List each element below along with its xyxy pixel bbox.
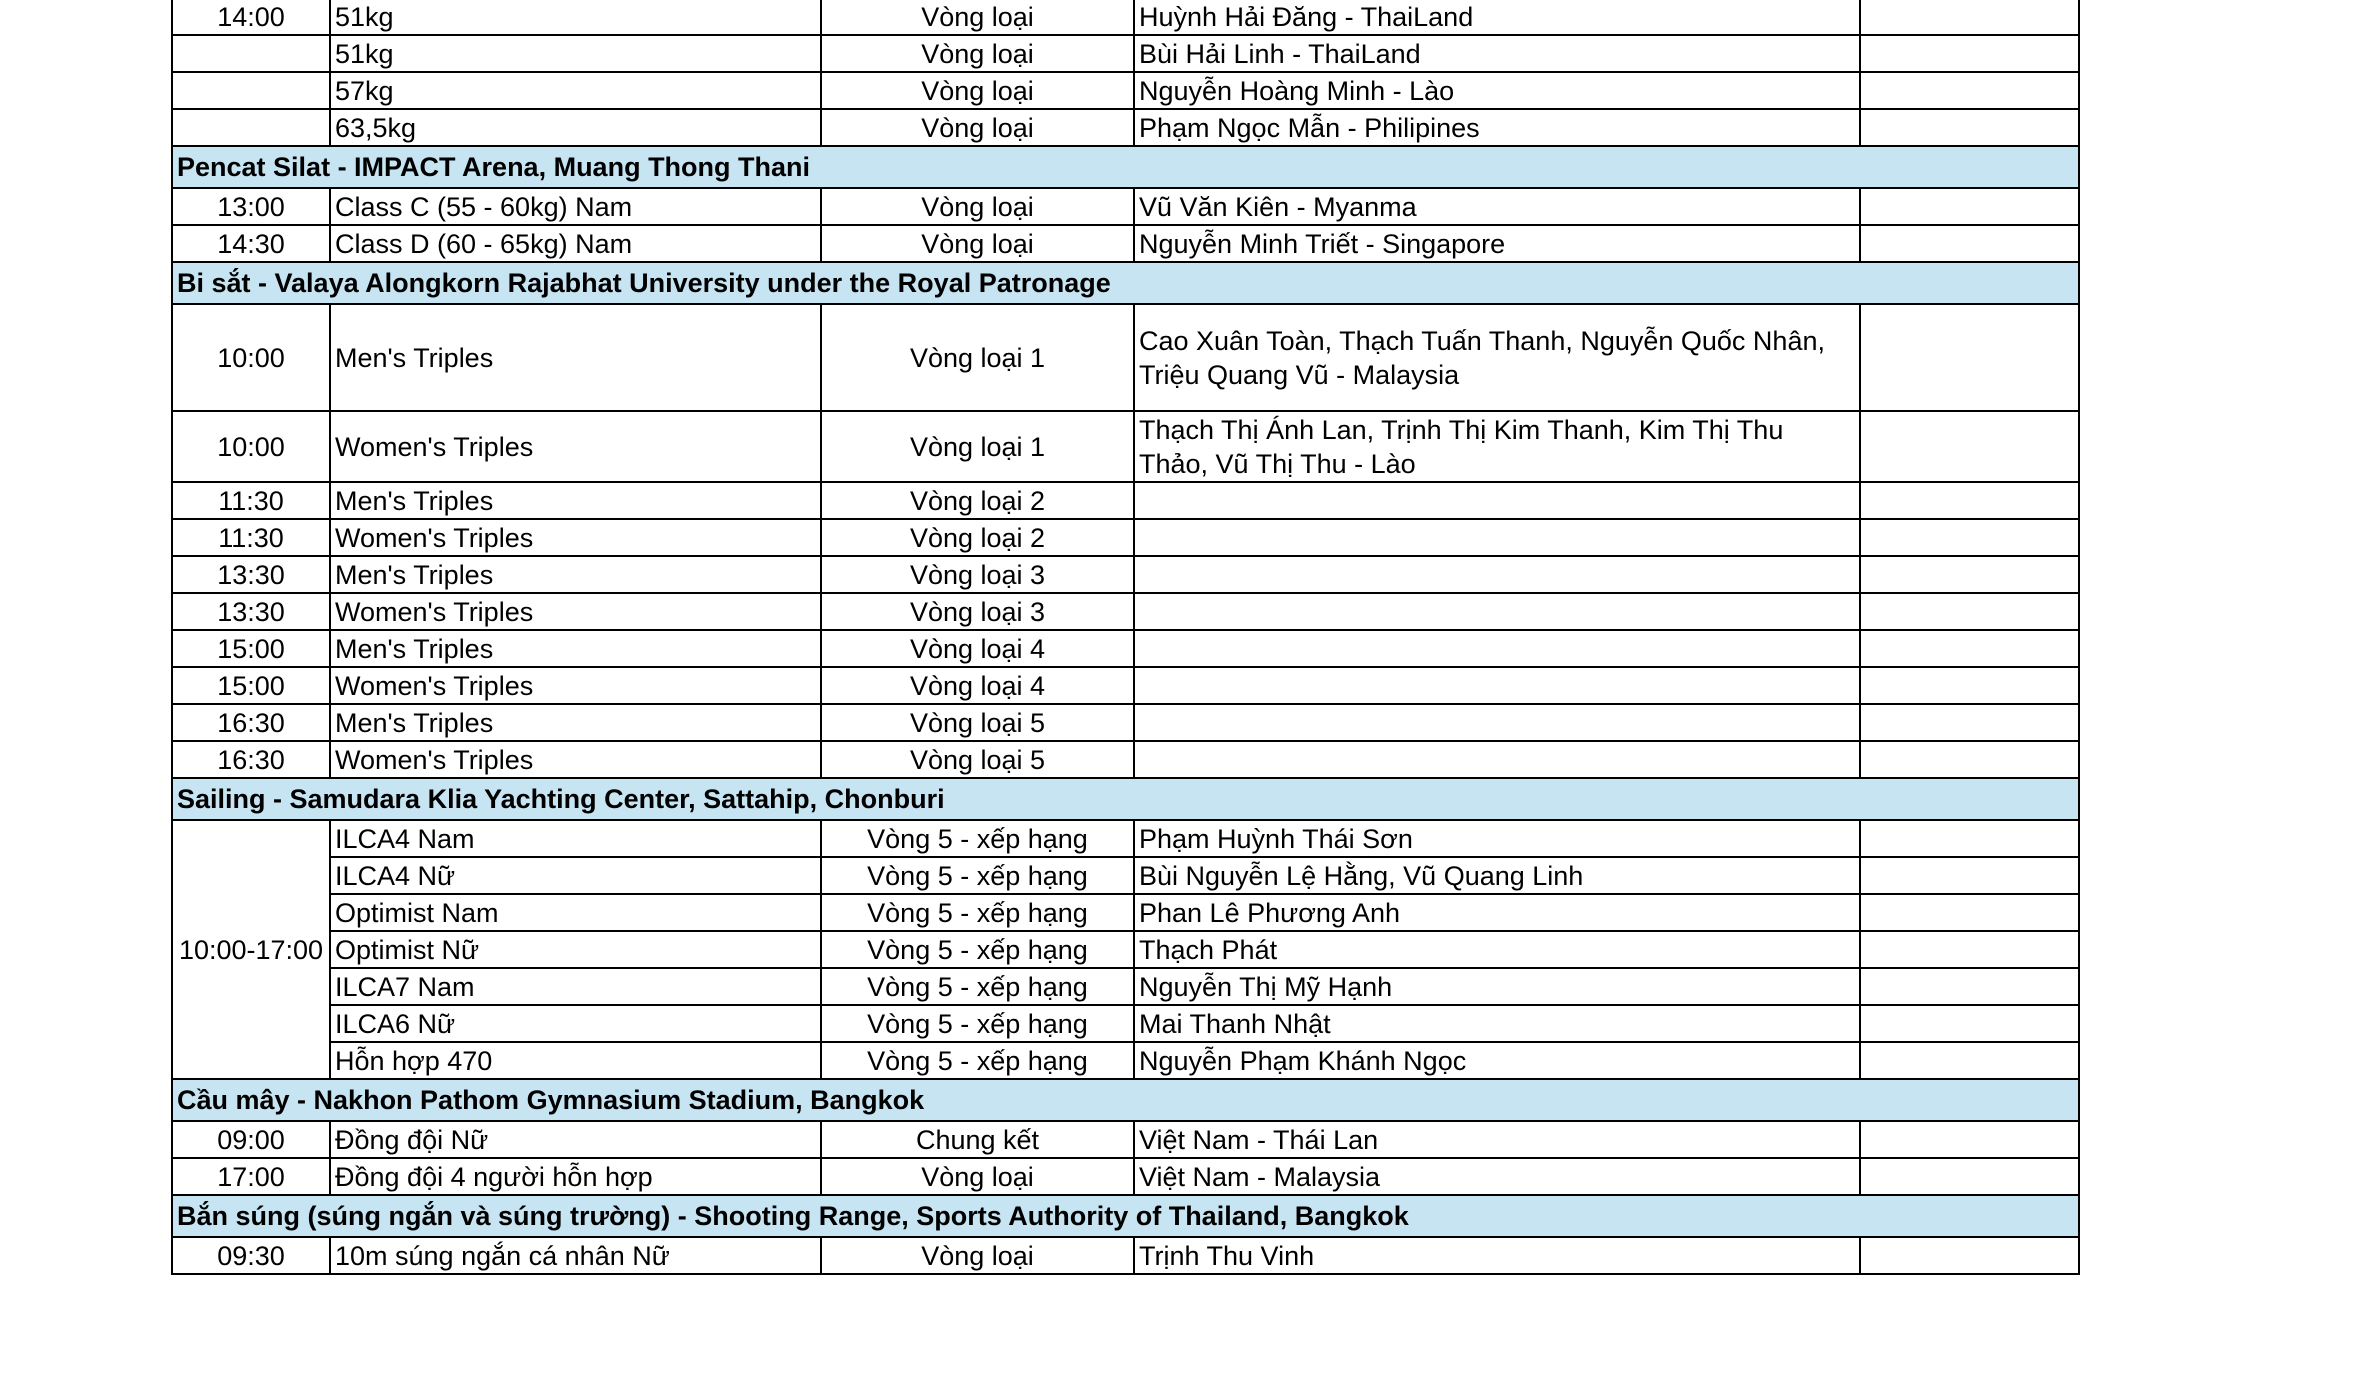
athletes-cell[interactable] <box>1134 556 1860 593</box>
time-cell[interactable] <box>172 72 330 109</box>
time-cell[interactable] <box>172 109 330 146</box>
round-cell[interactable]: Vòng loại 5 <box>821 704 1134 741</box>
empty-cell[interactable] <box>1860 820 2079 857</box>
table-row <box>172 35 2079 72</box>
section-title[interactable]: Bắn súng (súng ngắn và súng trường) - Shooting Range, Sports Authority of Thailand, Bangkok <box>172 1195 2079 1237</box>
empty-cell[interactable] <box>1860 482 2079 519</box>
round-cell[interactable]: Vòng loại <box>821 188 1134 225</box>
table-row <box>172 1237 2079 1274</box>
round-cell[interactable]: Vòng loại <box>821 109 1134 146</box>
empty-cell[interactable] <box>1860 667 2079 704</box>
empty-cell[interactable] <box>1860 72 2079 109</box>
round-cell[interactable]: Vòng loại <box>821 1158 1134 1195</box>
event-cell[interactable]: Optimist Nam <box>330 894 821 931</box>
event-cell[interactable]: Women's Triples <box>330 593 821 630</box>
section-title[interactable]: Bi sắt - Valaya Alongkorn Rajabhat University under the Royal Patronage <box>172 262 2079 304</box>
event-cell[interactable]: Women's Triples <box>330 667 821 704</box>
table-row <box>172 1121 2079 1158</box>
time-cell[interactable]: 14:30 <box>172 225 330 262</box>
table-row <box>172 519 2079 556</box>
table-row <box>172 968 2079 1005</box>
event-cell[interactable]: Hỗn hợp 470 <box>330 1042 821 1079</box>
table-row <box>172 225 2079 262</box>
athletes-cell[interactable] <box>1134 593 1860 630</box>
event-cell[interactable]: ILCA6 Nữ <box>330 1005 821 1042</box>
athletes-cell[interactable]: Trịnh Thu Vinh <box>1134 1237 1860 1274</box>
empty-cell[interactable] <box>1860 35 2079 72</box>
athletes-cell[interactable] <box>1134 482 1860 519</box>
event-cell[interactable]: Women's Triples <box>330 519 821 556</box>
empty-cell[interactable] <box>1860 556 2079 593</box>
round-cell[interactable]: Vòng 5 - xếp hạng <box>821 894 1134 931</box>
round-cell[interactable]: Vòng loại <box>821 35 1134 72</box>
table-row <box>172 109 2079 146</box>
table-row <box>172 304 2079 411</box>
empty-cell[interactable] <box>1860 109 2079 146</box>
athletes-cell[interactable]: Nguyễn Phạm Khánh Ngọc <box>1134 1042 1860 1079</box>
event-cell[interactable]: 57kg <box>330 72 821 109</box>
event-cell[interactable]: Men's Triples <box>330 556 821 593</box>
time-cell[interactable]: 14:00 <box>172 0 330 35</box>
time-cell[interactable]: 13:30 <box>172 556 330 593</box>
round-cell[interactable]: Vòng 5 - xếp hạng <box>821 931 1134 968</box>
time-cell[interactable]: 09:00 <box>172 1121 330 1158</box>
athletes-cell[interactable] <box>1134 630 1860 667</box>
athletes-cell[interactable]: Vũ Văn Kiên - Myanma <box>1134 188 1860 225</box>
time-cell[interactable] <box>172 35 330 72</box>
round-cell[interactable]: Vòng loại 5 <box>821 741 1134 778</box>
round-cell[interactable]: Vòng loại <box>821 225 1134 262</box>
table-row <box>172 411 2079 482</box>
section-title[interactable]: Pencat Silat - IMPACT Arena, Muang Thong Thani <box>172 146 2079 188</box>
table-row <box>172 741 2079 778</box>
empty-cell[interactable] <box>1860 968 2079 1005</box>
time-cell[interactable]: 15:00 <box>172 667 330 704</box>
athletes-cell[interactable]: Mai Thanh Nhật <box>1134 1005 1860 1042</box>
section-header <box>172 1195 2079 1237</box>
table-row <box>172 72 2079 109</box>
empty-cell[interactable] <box>1860 931 2079 968</box>
athletes-cell[interactable] <box>1134 741 1860 778</box>
event-cell[interactable]: Optimist Nữ <box>330 931 821 968</box>
empty-cell[interactable] <box>1860 1005 2079 1042</box>
event-cell[interactable]: 63,5kg <box>330 109 821 146</box>
empty-cell[interactable] <box>1860 1158 2079 1195</box>
section-title[interactable]: Sailing - Samudara Klia Yachting Center, Sattahip, Chonburi <box>172 778 2079 820</box>
empty-cell[interactable] <box>1860 411 2079 482</box>
time-cell[interactable]: 09:30 <box>172 1237 330 1274</box>
empty-cell[interactable] <box>1860 741 2079 778</box>
athletes-cell[interactable] <box>1134 704 1860 741</box>
section-header <box>172 146 2079 188</box>
time-cell[interactable]: 16:30 <box>172 704 330 741</box>
round-cell[interactable]: Vòng loại <box>821 1237 1134 1274</box>
time-cell[interactable]: 16:30 <box>172 741 330 778</box>
athletes-cell[interactable]: Huỳnh Hải Đăng - ThaiLand <box>1134 0 1860 35</box>
round-cell[interactable]: Vòng 5 - xếp hạng <box>821 1005 1134 1042</box>
empty-cell[interactable] <box>1860 894 2079 931</box>
round-cell[interactable]: Vòng loại <box>821 0 1134 35</box>
time-cell[interactable]: 11:30 <box>172 482 330 519</box>
table-row <box>172 1158 2079 1195</box>
table-row <box>172 704 2079 741</box>
section-header <box>172 262 2079 304</box>
event-cell[interactable]: ILCA4 Nữ <box>330 857 821 894</box>
table-row <box>172 820 2079 857</box>
athletes-cell[interactable] <box>1134 519 1860 556</box>
empty-cell[interactable] <box>1860 1237 2079 1274</box>
event-cell[interactable]: ILCA4 Nam <box>330 820 821 857</box>
empty-cell[interactable] <box>1860 1121 2079 1158</box>
athletes-cell[interactable]: Bùi Nguyễn Lệ Hằng, Vũ Quang Linh <box>1134 857 1860 894</box>
table-row <box>172 630 2079 667</box>
athletes-cell[interactable]: Nguyễn Thị Mỹ Hạnh <box>1134 968 1860 1005</box>
round-cell[interactable]: Vòng loại 4 <box>821 667 1134 704</box>
athletes-cell[interactable] <box>1134 667 1860 704</box>
table-row <box>172 593 2079 630</box>
empty-cell[interactable] <box>1860 0 2079 35</box>
empty-cell[interactable] <box>1860 519 2079 556</box>
table-row <box>172 1042 2079 1079</box>
empty-cell[interactable] <box>1860 704 2079 741</box>
time-cell[interactable]: 17:00 <box>172 1158 330 1195</box>
event-cell[interactable]: ILCA7 Nam <box>330 968 821 1005</box>
table-row <box>172 1005 2079 1042</box>
table-row <box>172 894 2079 931</box>
table-row <box>172 667 2079 704</box>
event-cell[interactable]: Class C (55 - 60kg) Nam <box>330 188 821 225</box>
empty-cell[interactable] <box>1860 304 2079 411</box>
athletes-cell[interactable]: Việt Nam - Malaysia <box>1134 1158 1860 1195</box>
section-header <box>172 1079 2079 1121</box>
table-row <box>172 188 2079 225</box>
event-cell[interactable]: Class D (60 - 65kg) Nam <box>330 225 821 262</box>
athletes-cell[interactable]: Thạch Phát <box>1134 931 1860 968</box>
time-cell[interactable]: 13:30 <box>172 593 330 630</box>
round-cell[interactable]: Vòng 5 - xếp hạng <box>821 857 1134 894</box>
round-cell[interactable]: Vòng loại <box>821 72 1134 109</box>
event-cell[interactable]: 51kg <box>330 35 821 72</box>
time-cell[interactable]: 10:00 <box>172 411 330 482</box>
event-cell[interactable]: Men's Triples <box>330 704 821 741</box>
table-row <box>172 482 2079 519</box>
event-cell[interactable]: Đồng đội 4 người hỗn hợp <box>330 1158 821 1195</box>
schedule-body <box>172 0 2079 1274</box>
empty-cell[interactable] <box>1860 593 2079 630</box>
round-cell[interactable]: Vòng 5 - xếp hạng <box>821 968 1134 1005</box>
table-row <box>172 0 2079 35</box>
table-row <box>172 857 2079 894</box>
table-row <box>172 931 2079 968</box>
empty-cell[interactable] <box>1860 225 2079 262</box>
time-cell[interactable]: 15:00 <box>172 630 330 667</box>
athletes-cell[interactable]: Bùi Hải Linh - ThaiLand <box>1134 35 1860 72</box>
athletes-cell[interactable]: Nguyễn Hoàng Minh - Lào <box>1134 72 1860 109</box>
athletes-cell[interactable]: Phạm Huỳnh Thái Sơn <box>1134 820 1860 857</box>
athletes-cell[interactable]: Phan Lê Phương Anh <box>1134 894 1860 931</box>
round-cell[interactable]: Vòng loại 1 <box>821 411 1134 482</box>
section-title[interactable]: Cầu mây - Nakhon Pathom Gymnasium Stadium, Bangkok <box>172 1079 2079 1121</box>
round-cell[interactable]: Vòng loại 3 <box>821 593 1134 630</box>
section-header <box>172 778 2079 820</box>
empty-cell[interactable] <box>1860 630 2079 667</box>
event-cell[interactable]: Women's Triples <box>330 411 821 482</box>
time-cell[interactable]: 11:30 <box>172 519 330 556</box>
event-cell[interactable]: 10m súng ngắn cá nhân Nữ <box>330 1237 821 1274</box>
athletes-cell[interactable]: Phạm Ngọc Mẫn - Philipines <box>1134 109 1860 146</box>
event-cell[interactable]: Men's Triples <box>330 630 821 667</box>
time-cell[interactable]: 10:00 <box>172 304 330 411</box>
round-cell[interactable]: Chung kết <box>821 1121 1134 1158</box>
athletes-cell[interactable]: Thạch Thị Ánh Lan, Trịnh Thị Kim Thanh, Kim Thị Thu Thảo, Vũ Thị Thu - Lào <box>1134 411 1860 482</box>
empty-cell[interactable] <box>1860 857 2079 894</box>
schedule-table <box>171 0 2080 1275</box>
event-cell[interactable]: Men's Triples <box>330 482 821 519</box>
time-cell[interactable]: 10:00-17:00 <box>172 820 330 1079</box>
event-cell[interactable]: 51kg <box>330 0 821 35</box>
round-cell[interactable]: Vòng loại 4 <box>821 630 1134 667</box>
event-cell[interactable]: Men's Triples <box>330 304 821 411</box>
round-cell[interactable]: Vòng 5 - xếp hạng <box>821 1042 1134 1079</box>
round-cell[interactable]: Vòng loại 1 <box>821 304 1134 411</box>
empty-cell[interactable] <box>1860 188 2079 225</box>
athletes-cell[interactable]: Việt Nam - Thái Lan <box>1134 1121 1860 1158</box>
athletes-cell[interactable]: Cao Xuân Toàn, Thạch Tuấn Thanh, Nguyễn Quốc Nhân, Triệu Quang Vũ - Malaysia <box>1134 304 1860 411</box>
round-cell[interactable]: Vòng loại 2 <box>821 482 1134 519</box>
time-cell[interactable]: 13:00 <box>172 188 330 225</box>
athletes-cell[interactable]: Nguyễn Minh Triết - Singapore <box>1134 225 1860 262</box>
event-cell[interactable]: Women's Triples <box>330 741 821 778</box>
round-cell[interactable]: Vòng loại 2 <box>821 519 1134 556</box>
round-cell[interactable]: Vòng loại 3 <box>821 556 1134 593</box>
round-cell[interactable]: Vòng 5 - xếp hạng <box>821 820 1134 857</box>
empty-cell[interactable] <box>1860 1042 2079 1079</box>
event-cell[interactable]: Đồng đội Nữ <box>330 1121 821 1158</box>
table-row <box>172 556 2079 593</box>
